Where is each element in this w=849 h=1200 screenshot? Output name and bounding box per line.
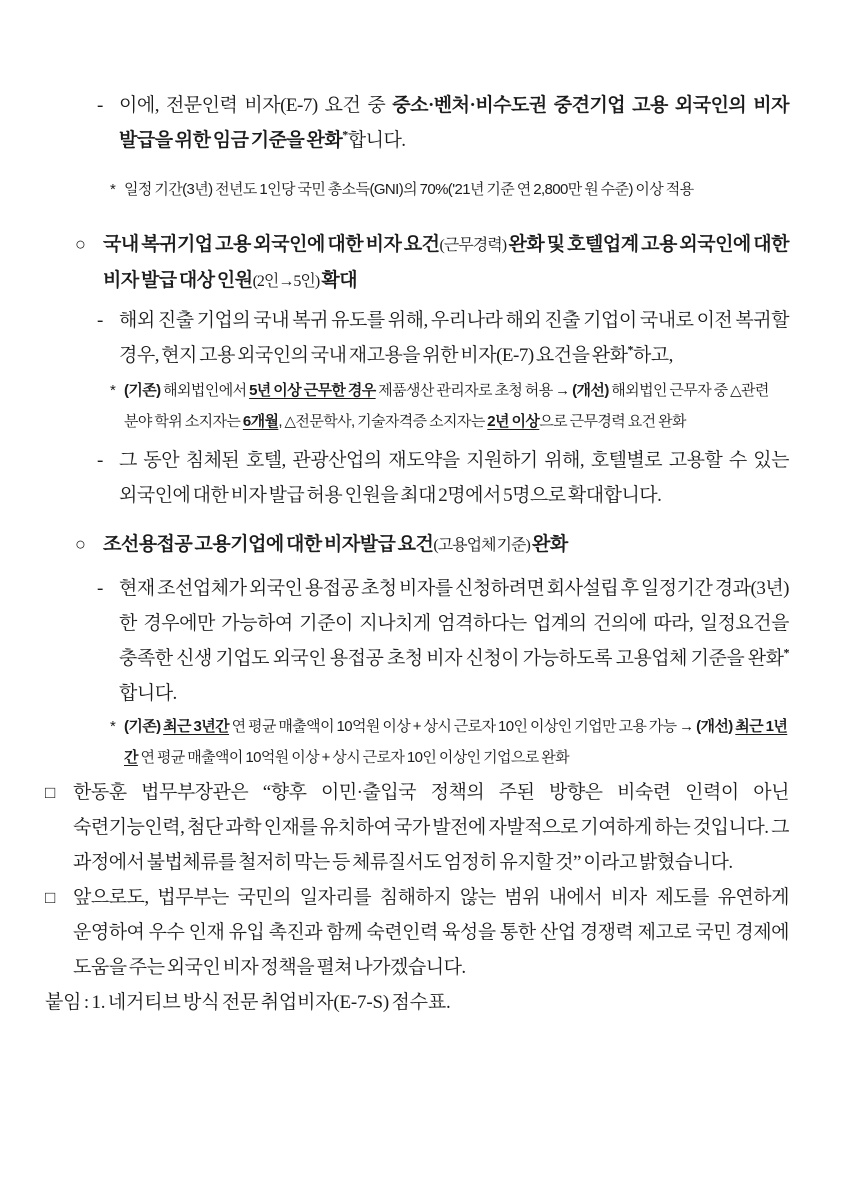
text-run-bold: (기존) <box>124 382 161 399</box>
circle-marker: ○ <box>75 534 86 554</box>
paragraph-shipbuilder-requirements <box>97 571 789 711</box>
text-run: 해외법인 근무자 중 △관련 분야 학위 소지자는 <box>124 382 769 430</box>
text-run: 해외법인에서 <box>160 382 250 399</box>
footnote-star: * <box>110 382 116 399</box>
square-marker: □ <box>45 783 55 802</box>
text-run: 제품생산 관리자로 초청 허용 → <box>375 382 573 399</box>
paragraph-wage-criteria <box>97 88 789 158</box>
paren-note: (2인→5인) <box>252 273 320 290</box>
text-run-bold: 국내 복귀기업 고용 외국인에 대한 비자 요건 <box>103 234 440 255</box>
text-run: 그 동안 침체된 호텔, 관광산업의 재도약을 지원하기 위해, 호텔별로 고용할 수 있는 외국인에 대한 비자 발급 허용 인원을 최대 2명에서 5명으로 확대합니다. <box>119 450 789 506</box>
heading-returning-companies <box>75 227 789 299</box>
paren-note: (근무경력) <box>439 237 507 254</box>
text-run-bold: (개선) <box>696 718 733 735</box>
dash-marker: - <box>97 450 103 471</box>
text-run: 현재 조선업체가 외국인 용접공 초청 비자를 신청하려면 회사설립 후 일정기간 경과(3년)한 경우에만 가능하여 기준이 지나치게 엄격하다는 업계의 건의에 따라, 일정요건을 충족한 신생 기업도 외국인 용접공 초청 비자 신청이 가능하도록 고용업체 기준을 완화 <box>119 578 789 669</box>
text-run-bold: (기존) <box>124 718 161 735</box>
text-run-underline: 최근 1년 간 <box>124 718 788 766</box>
text-run-bold: 완화 및 호텔업계 고용 외국인에 대한 비자 발급 대상 인원 <box>103 234 790 291</box>
text-run-bold: 확대 <box>319 270 358 291</box>
text-run: 붙임 : 1. 네거티브 방식 전문 취업비자(E-7-S) 점수표. <box>45 992 451 1013</box>
text-run: , △전문학사, 기술자격증 소지자는 <box>278 413 488 430</box>
footnote-work-experience <box>110 375 789 437</box>
text-run-underline: 2년 이상 <box>487 413 540 430</box>
text-run: 한동훈 법무부장관은 “향후 이민·출입국 정책의 주된 방향은 비숙련 인력이 아닌 숙련기능인력, 첨단 과학 인재를 유치하여 국가 발전에 자발적으로 기여하게 하는 것입니다. 그 과정에서 불법체류를 철저히 막는 등 체류질서도 엄정히 유지할 것” 이라고 밝혔습니다. <box>73 782 789 873</box>
square-marker: □ <box>45 888 55 907</box>
paragraph-hotel-quota <box>97 443 789 513</box>
text-run-bold: 조선용접공 고용기업에 대한 비자발급 요건 <box>103 534 434 555</box>
paren-note: (고용업체 기준) <box>433 537 530 554</box>
dash-marker: - <box>97 310 103 331</box>
footnote-star: * <box>110 181 116 198</box>
footnote-star: * <box>110 718 116 735</box>
text-run: 앞으로도, 법무부는 국민의 일자리를 침해하지 않는 범위 내에서 비자 제도를 유연하게 운영하여 우수 인재 유입 촉진과 함께 숙련인력 육성을 통한 산업 경쟁력 제고로 국민 경제에 도움을 주는 외국인 비자 정책을 펼쳐 나가겠습니다. <box>73 887 789 978</box>
text-run-bold: 중소·벤처·비수도권 중견기업 고용 외국인의 비자 발급을 위한 임금 기준을 완화 <box>119 95 789 151</box>
text-run-bold: 완화 <box>529 534 568 555</box>
paragraph-policy-outlook <box>45 880 789 985</box>
footnote-ref-star: * <box>627 342 633 357</box>
text-run: 합니다. <box>347 130 406 151</box>
text-run-bold: (개선) <box>572 382 609 399</box>
paragraph-minister-statement <box>45 775 789 880</box>
circle-marker: ○ <box>75 234 86 254</box>
text-run-underline: 5년 이상 근무한 경우 <box>249 382 376 399</box>
dash-marker: - <box>97 95 103 116</box>
text-run: 으로 근무경력 요건 완화 <box>539 413 686 430</box>
text-run-underline: 6개월 <box>242 413 279 430</box>
text-run: 연 평균 매출액이 10억원 이상 + 상시 근로자 10인 이상인 기업만 고용 가능 → <box>229 718 697 735</box>
paragraph-overseas-return <box>97 303 789 373</box>
footnote-revenue-criteria <box>110 711 789 773</box>
dash-marker: - <box>97 578 103 599</box>
text-run: 일정 기간(3년) 전년도 1인당 국민 총소득(GNI)의 70%('21년 기준 연 2,800만 원 수준) 이상 적용 <box>124 181 694 198</box>
text-run: 합니다. <box>119 683 177 704</box>
text-run: 해외 진출 기업의 국내 복귀 유도를 위해, 우리나라 해외 진출 기업이 국내로 이전 복귀할 경우, 현지 고용 외국인의 국내 재고용을 위한 비자(E-7) 요건을 완화 <box>119 310 789 366</box>
text-run: 연 평균 매출액이 10억원 이상 + 상시 근로자 10인 이상인 기업으로 완화 <box>137 749 569 766</box>
heading-shipbuilding-welders <box>75 527 789 563</box>
footnote-ref-star: * <box>342 127 348 142</box>
footnote-ref-star: * <box>783 645 789 660</box>
text-run: 이에, 전문인력 비자(E-7) 요건 중 <box>119 95 393 116</box>
text-run-underline: 최근 3년간 <box>163 718 230 735</box>
text-run: 하고, <box>632 345 673 366</box>
footnote-gni <box>110 174 789 205</box>
attachment-line <box>45 985 789 1020</box>
